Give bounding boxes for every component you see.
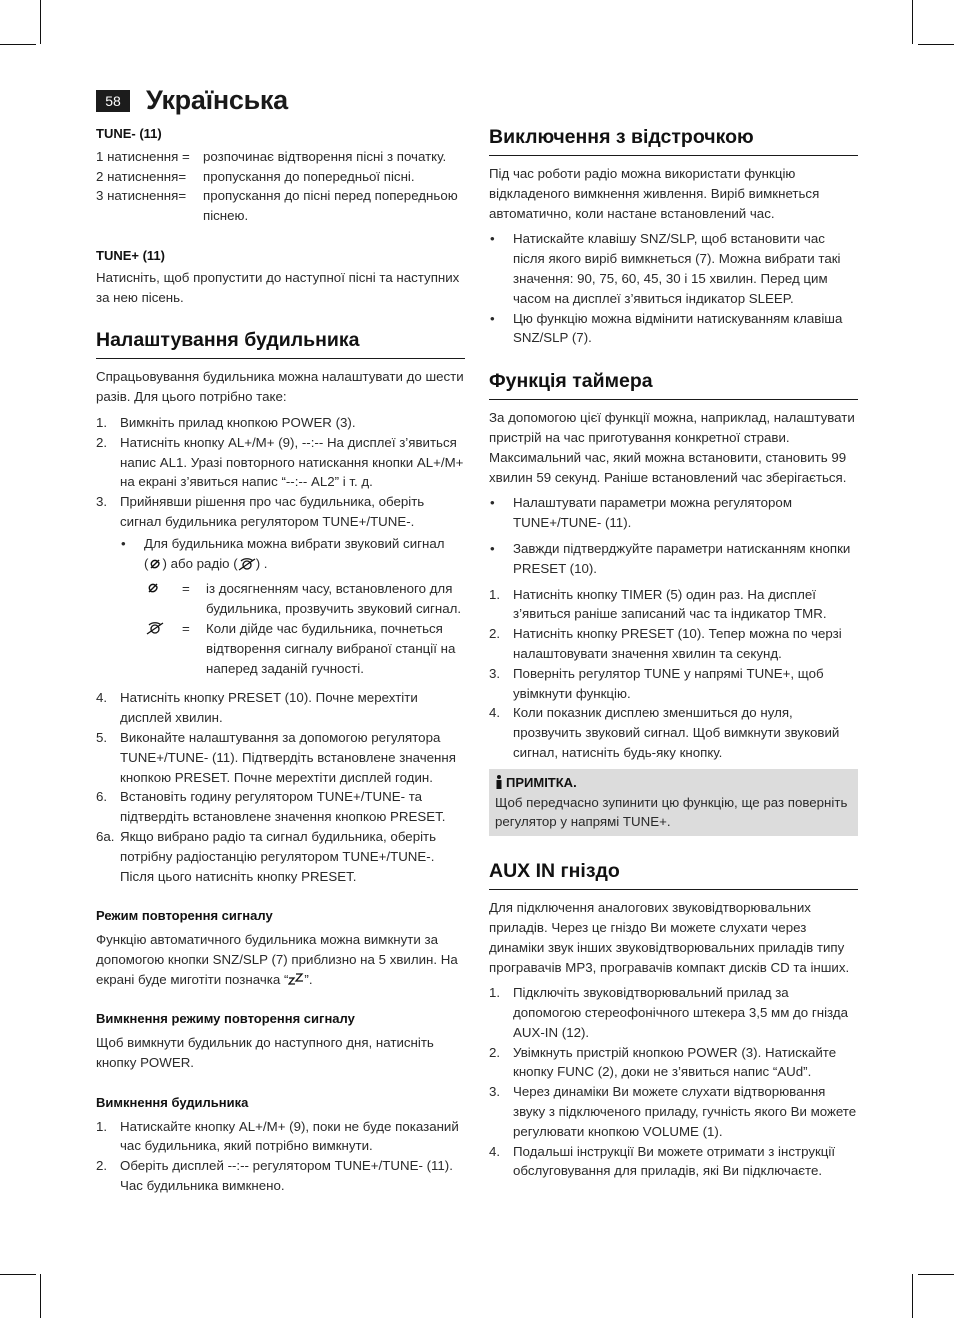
list-item [96,433,465,492]
crop-mark [918,44,954,45]
table-row [96,186,465,226]
row-key: 2 натиснення= [96,168,187,184]
sleep-heading: Виключення з відстрочкою [489,124,858,156]
crop-mark [912,1274,913,1318]
aux-steps [489,983,858,1181]
step-text: Оберіть дисплей --:-- регулятором TUNE+/TUNE- (11). Час будильника вимкнено. [120,1158,453,1194]
bullet-text-mid: або радіо ( [170,555,238,571]
step-text: Натисніть кнопку PRESET (10). Почне мерехтіти дисплей хвилин. [120,690,418,726]
bullet-dot: • [121,535,126,551]
bullet-text-end: ) . [255,555,268,571]
step-text: Прийнявши рішення про час будильника, оберіть сигнал будильника регулятором TUNE+/TUNE-. [120,494,425,529]
alarm-heading: Налаштування будильника [96,327,465,359]
list-item [96,1156,465,1196]
list-item [96,787,465,827]
note-text: Щоб передчасно зупинити цю функцію, ще раз поверніть регулятор у напрямі TUNE+. [495,794,848,830]
step-number: 2. [489,1044,501,1060]
snooze-zz-icon [288,973,304,985]
alarm-steps [96,413,465,678]
sleep-intro: Під час роботи радіо можна використати функцію відкладеного вимкнення живлення. Виріб вимкнеться автоматично, коли настане встановлений час. [489,166,820,221]
list-item [96,413,465,433]
step-text: Через динаміки Ви можете слухати відтворювання звуку з підключеного приладу, гучність якого Ви можете регулювати кнопкою VOLUME (1). [513,1084,857,1139]
step-number: 3. [489,665,501,681]
step-text: Натисніть кнопку AL+/M+ (9), --:-- На дисплеї з’явиться напис AL1. Уразі повторного натискання кнопки AL+/M+ на екрані з’явиться напис “--:-- AL2” і т. д. [120,434,464,490]
list-item [489,624,858,664]
step-number: 6. [96,789,108,805]
step-text: Подальші інструкції Ви можете отримати з інструкції обслуговування для приладів, які Ви підключаєте. [513,1143,836,1179]
snooze-text [96,930,465,989]
list-item [489,664,858,704]
def-text: із досягненням часу, встановленого для будильника, прозвучить звуковий сигнал. [206,581,462,617]
list-item [489,585,858,625]
step-text: Коли показник дисплею зменшиться до нуля, прозвучить звуковий сигнал. Щоб вимкнути звуковий сигнал, натисніть будь-яку кнопку. [513,705,840,760]
crop-mark [40,0,41,44]
step-text: Вимкніть прилад кнопкою POWER (3). [120,414,356,430]
crop-mark [0,44,36,45]
step-number: 4. [96,690,108,706]
alarm-steps-continued [96,688,465,886]
step-number: 2. [489,626,501,642]
alarm-intro: Спрацьовування будильника можна налаштувати до шести разів. Для цього потрібно таке: [96,369,464,405]
timer-steps [489,585,858,763]
row-key: 3 натиснення= [96,188,187,204]
bullet-dot: • [490,231,495,247]
def-equals: = [182,620,190,636]
tune-plus-text: Натисніть, щоб пропустити до наступної пісні та наступних за нею пісень. [96,269,460,305]
step-text: Встановіть годину регулятором TUNE+/TUNE- та підтвердіть встановлене значення кнопкою PRESET. [120,789,446,825]
aux-intro: Для підключення аналогових звуковідтворювальних приладів. Через це гніздо Ви можете слухати через динаміки звук інших звуковідтворювальних приладів типу програвачів MP3, програвачів компакт дисків CD та інших. [489,900,850,975]
sleep-bullets [489,229,858,348]
list-item [489,983,858,1042]
timer-bullets [489,493,858,578]
list-item [96,492,465,678]
step-text: Підключіть звуковідтворювальний прилад за допомогою стереофонічного штекера 3,5 мм до гнізда AUX-IN (12). [513,985,848,1040]
list-item [96,827,465,886]
step-number: 3. [96,494,108,510]
bullet-text: Натискайте клавішу SNZ/SLP, щоб встановити час після якого виріб вимкнеться (7). Можна вибрати такі значення: 90, 75, 60, 45, 30 і 15 хвилин. Перед цим часом на дисплеї з’явиться індикатор SLEEP. [513,231,841,306]
step-number: 1. [489,985,501,1001]
bullet-dot: • [490,310,495,326]
tune-plus-heading: TUNE+ (11) [96,247,165,263]
step-number: 6a. [96,828,115,844]
step-text: Якщо вибрано радіо та сигнал будильника, оберіть потрібну радіостанцію регулятором TUNE+/TUNE-. Після цього натисніть кнопку PRESET. [120,828,437,884]
step-number: 1. [96,1118,108,1134]
step-text: Натискайте кнопку AL+/M+ (9), поки не буде показаний час будильника, який потрібно вимкнути. [120,1118,459,1154]
info-icon [495,775,503,789]
list-item [489,229,858,308]
row-value: пропускання до пісні перед попередньою піснею. [203,188,458,224]
step-text: Увімкнуть пристрій кнопкою POWER (3). Натискайте кнопку FUNC (2), доки не з’явиться напис “AUd”. [513,1044,837,1080]
def-row [144,579,465,619]
step-number: 2. [96,434,108,450]
snooze-text-end: ”. [304,971,313,987]
row-key: 1 натиснення = [96,148,190,164]
list-item [489,493,858,533]
def-row [144,619,465,678]
snooze-text-main: Функцію автоматичного будильника можна вимкнути за допомогою кнопки SNZ/SLP (7) приблизно на 5 хвилин. На екрані буде миготіти позначка “ [96,932,458,987]
note-box [489,769,858,836]
timer-intro: За допомогою цієї функції можна, наприклад, налаштувати пристрій на час приготування конкретної страви. Максимальний час, який можна встановити, становить 99 хвилин 59 секунд. Раніше встановлений час зберігається. [489,410,855,485]
step-text: Виконайте налаштування за допомогою регулятора TUNE+/TUNE- (11). Підтвердіть встановлене значення кнопкою PRESET. Почне мерехтіти дисплей годин. [120,729,456,785]
list-item [489,309,858,349]
bell-icon [144,579,182,619]
list-item [489,539,858,579]
bullet-text: Завжди підтверджуйте параметри натисканням кнопки PRESET (10). [513,540,851,576]
list-item [489,703,858,762]
list-item: • Для будильника можна вибрати звуковий сигнал ( ) або радіо ( ) . [121,535,445,571]
step-number: 1. [489,586,501,602]
timer-heading: Функція таймера [489,368,858,400]
list-item [489,1082,858,1141]
bullet-text: Для будильника можна вибрати звуковий сигнал [144,535,445,551]
list-item [96,688,465,728]
row-value: пропускання до попередньої пісні. [203,168,415,184]
snooze-heading: Режим повторення сигналу [96,908,273,924]
list-item [96,728,465,787]
step-number: 4. [489,1143,501,1159]
bullet-text: Налаштувати параметри можна регулятором TUNE+/TUNE- (11). [513,495,792,531]
step-number: 1. [96,414,108,430]
table-row [96,147,465,167]
aux-heading: AUX IN гніздо [489,858,858,890]
radio-icon [238,557,256,571]
tune-minus-heading: TUNE- (11) [96,126,162,141]
bell-icon [148,557,162,571]
page-title: Українська [146,85,288,115]
bullet-dot: • [490,540,495,556]
list-item [489,1043,858,1083]
note-header [495,773,852,793]
alarm-off-steps [96,1117,465,1196]
right-column [489,124,858,1181]
crop-mark [918,1274,954,1275]
step-number: 4. [489,705,501,721]
list-item [489,1142,858,1182]
step-number: 2. [96,1158,108,1174]
alarm-signal-defs [120,579,465,678]
def-equals: = [182,581,190,597]
step-number: 3. [489,1084,501,1100]
crop-mark [912,0,913,44]
note-title: ПРИМІТКА. [506,774,577,790]
alarm-off-heading: Вимкнення будильника [96,1094,249,1110]
def-text: Коли дійде час будильника, почнеться відтворення сигналу вибраної станції на наперед заданій гучності. [206,620,456,676]
table-row [96,167,465,187]
crop-mark [0,1274,36,1275]
list-item [96,1117,465,1157]
step-text: Поверніть регулятор TUNE у напрямі TUNE+, щоб увімкнути функцію. [513,665,824,701]
step-text: Натисніть кнопку PRESET (10). Тепер можна по черзі налаштовувати значення хвилин та секунд. [513,626,842,661]
bullet-dot: • [490,495,495,511]
snooze-off-text: Щоб вимкнути будильник до наступного дня, натисніть кнопку POWER. [96,1035,434,1071]
step-number: 5. [96,729,108,745]
row-value: розпочинає відтворення пісні з початку. [203,148,447,164]
tune-minus-table [96,147,465,226]
left-column [96,124,465,1196]
page-number: 58 [96,90,130,112]
snooze-off-heading: Вимкнення режиму повторення сигналу [96,1011,355,1027]
step-text: Натисніть кнопку TIMER (5) один раз. На дисплеї з’явиться раніше записаний час та індикатор TMR. [513,586,827,622]
crop-mark [40,1274,41,1318]
alarm-signal-bullets [120,534,465,574]
radio-icon [144,619,182,678]
bullet-text: Цю функцію можна відмінити натискуванням клавіша SNZ/SLP (7). [513,310,843,346]
